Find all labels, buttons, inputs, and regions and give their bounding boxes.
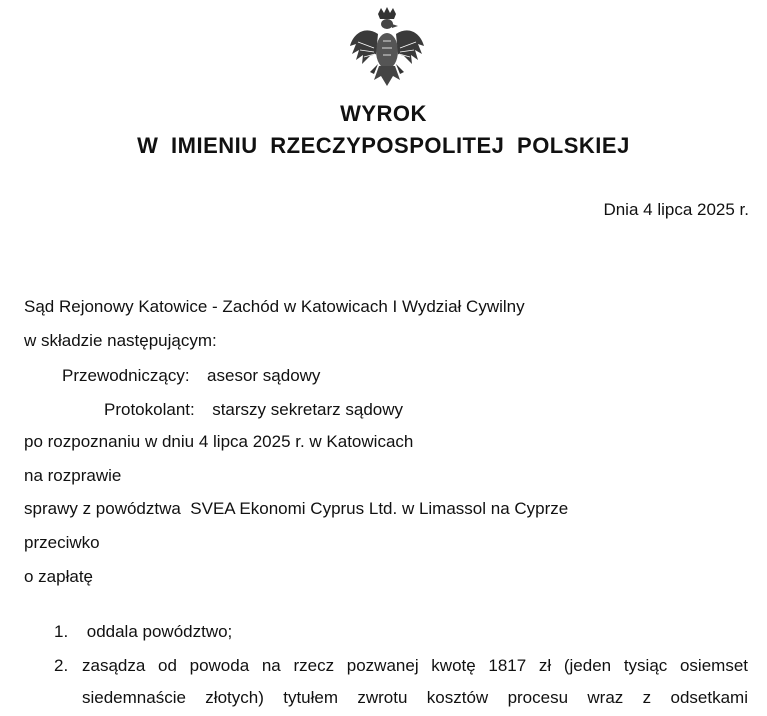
hearing-line: po rozpoznaniu w dniu 4 lipca 2025 r. w Katowicach [24, 432, 414, 451]
ruling-number: 2. [54, 656, 69, 675]
chair-label: Przewodniczący: [62, 366, 190, 385]
clerk-row [104, 400, 403, 420]
clerk-label: Protokolant: [104, 400, 195, 419]
document-title: WYROK [340, 101, 427, 126]
ruling-item-1 [54, 622, 750, 642]
judgment-date: Dnia 4 lipca 2025 r. [603, 200, 749, 219]
ruling-text-line-1: zasądza od powoda na rzecz pozwanej kwotę 1817 zł (jeden tysiąc osiemset [82, 656, 748, 675]
chair-value: asesor sądowy [207, 366, 321, 385]
chair-row [62, 366, 320, 386]
subject-line: o zapłatę [24, 567, 93, 586]
claim-line: sprawy z powództwa SVEA Ekonomi Cyprus Ltd. w Limassol na Cyprze [24, 499, 569, 518]
clerk-value: starszy sekretarz sądowy [212, 400, 404, 419]
against-line: przeciwko [24, 533, 100, 552]
ruling-number: 1. [54, 622, 69, 641]
polish-eagle-emblem-icon [348, 6, 426, 92]
session-line: na rozprawie [24, 466, 122, 485]
court-name: Sąd Rejonowy Katowice - Zachód w Katowicach I Wydział Cywilny [24, 297, 525, 316]
ruling-text: oddala powództwo; [86, 622, 233, 641]
ruling-text-line-2: siedemnaście złotych) tytułem zwrotu kosztów procesu wraz z odsetkami [82, 688, 748, 707]
composition-intro: w składzie następującym: [24, 331, 217, 350]
document-subtitle: W IMIENIU RZECZYPOSPOLITEJ POLSKIEJ [137, 133, 630, 158]
